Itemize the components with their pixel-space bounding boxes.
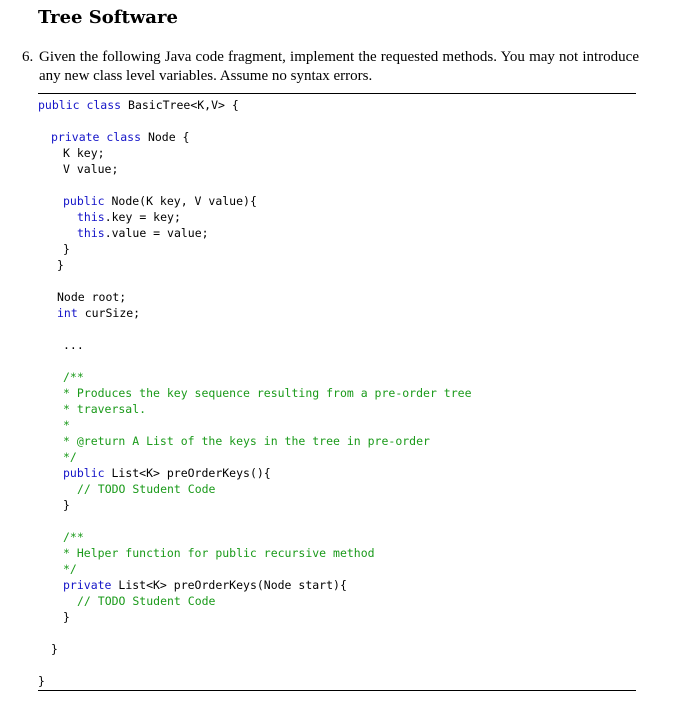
code-line-doc1-close: */ bbox=[63, 450, 77, 464]
code-line-field-key: K key; bbox=[63, 146, 105, 160]
code-line-close-inner: } bbox=[51, 642, 58, 656]
code-line-method1-sig: public List<K> preOrderKeys(){ bbox=[63, 466, 271, 480]
code-line-this-value: this.value = value; bbox=[77, 226, 209, 240]
section-title: Tree Software bbox=[38, 7, 178, 28]
code-line-this-key: this.key = key; bbox=[77, 210, 181, 224]
code-line-close-ctor: } bbox=[63, 242, 70, 256]
code-line-method1-todo: // TODO Student Code bbox=[77, 482, 216, 496]
code-line-doc2-1: * Helper function for public recursive method bbox=[63, 546, 375, 560]
code-line-node-decl: private class Node { bbox=[51, 130, 190, 144]
question-text: Given the following Java code fragment, implement the requested methods. You may not introduce any new class level variables. Assume no syntax errors. bbox=[39, 49, 639, 84]
code-line-close-node: } bbox=[57, 258, 64, 272]
code-line-method2-sig: private List<K> preOrderKeys(Node start){ bbox=[63, 578, 347, 592]
code-line-doc2-open: /** bbox=[63, 530, 84, 544]
code-line-field-value: V value; bbox=[63, 162, 119, 176]
code-line-method1-close: } bbox=[63, 498, 70, 512]
code-line-close-class: } bbox=[38, 674, 45, 688]
code-line-doc1-4: * @return A List of the keys in the tree in pre-order bbox=[63, 434, 430, 448]
code-line-constructor: public Node(K key, V value){ bbox=[63, 194, 257, 208]
code-line-doc1-2: * traversal. bbox=[63, 402, 147, 416]
code-bottom-rule bbox=[38, 690, 636, 691]
code-line-doc1-open: /** bbox=[63, 370, 84, 384]
code-line-doc2-close: */ bbox=[63, 562, 77, 576]
code-line-class-decl: public class BasicTree<K,V> { bbox=[38, 98, 239, 112]
code-line-doc1-3: * bbox=[63, 418, 70, 432]
code-line-ellipsis: ... bbox=[63, 338, 84, 352]
question-number: 6. bbox=[22, 49, 34, 65]
code-line-cursize-field: int curSize; bbox=[57, 306, 141, 320]
code-line-method2-close: } bbox=[63, 610, 70, 624]
code-line-root-field: Node root; bbox=[57, 290, 127, 304]
code-line-doc1-1: * Produces the key sequence resulting from a pre-order tree bbox=[63, 386, 472, 400]
code-line-method2-todo: // TODO Student Code bbox=[77, 594, 216, 608]
